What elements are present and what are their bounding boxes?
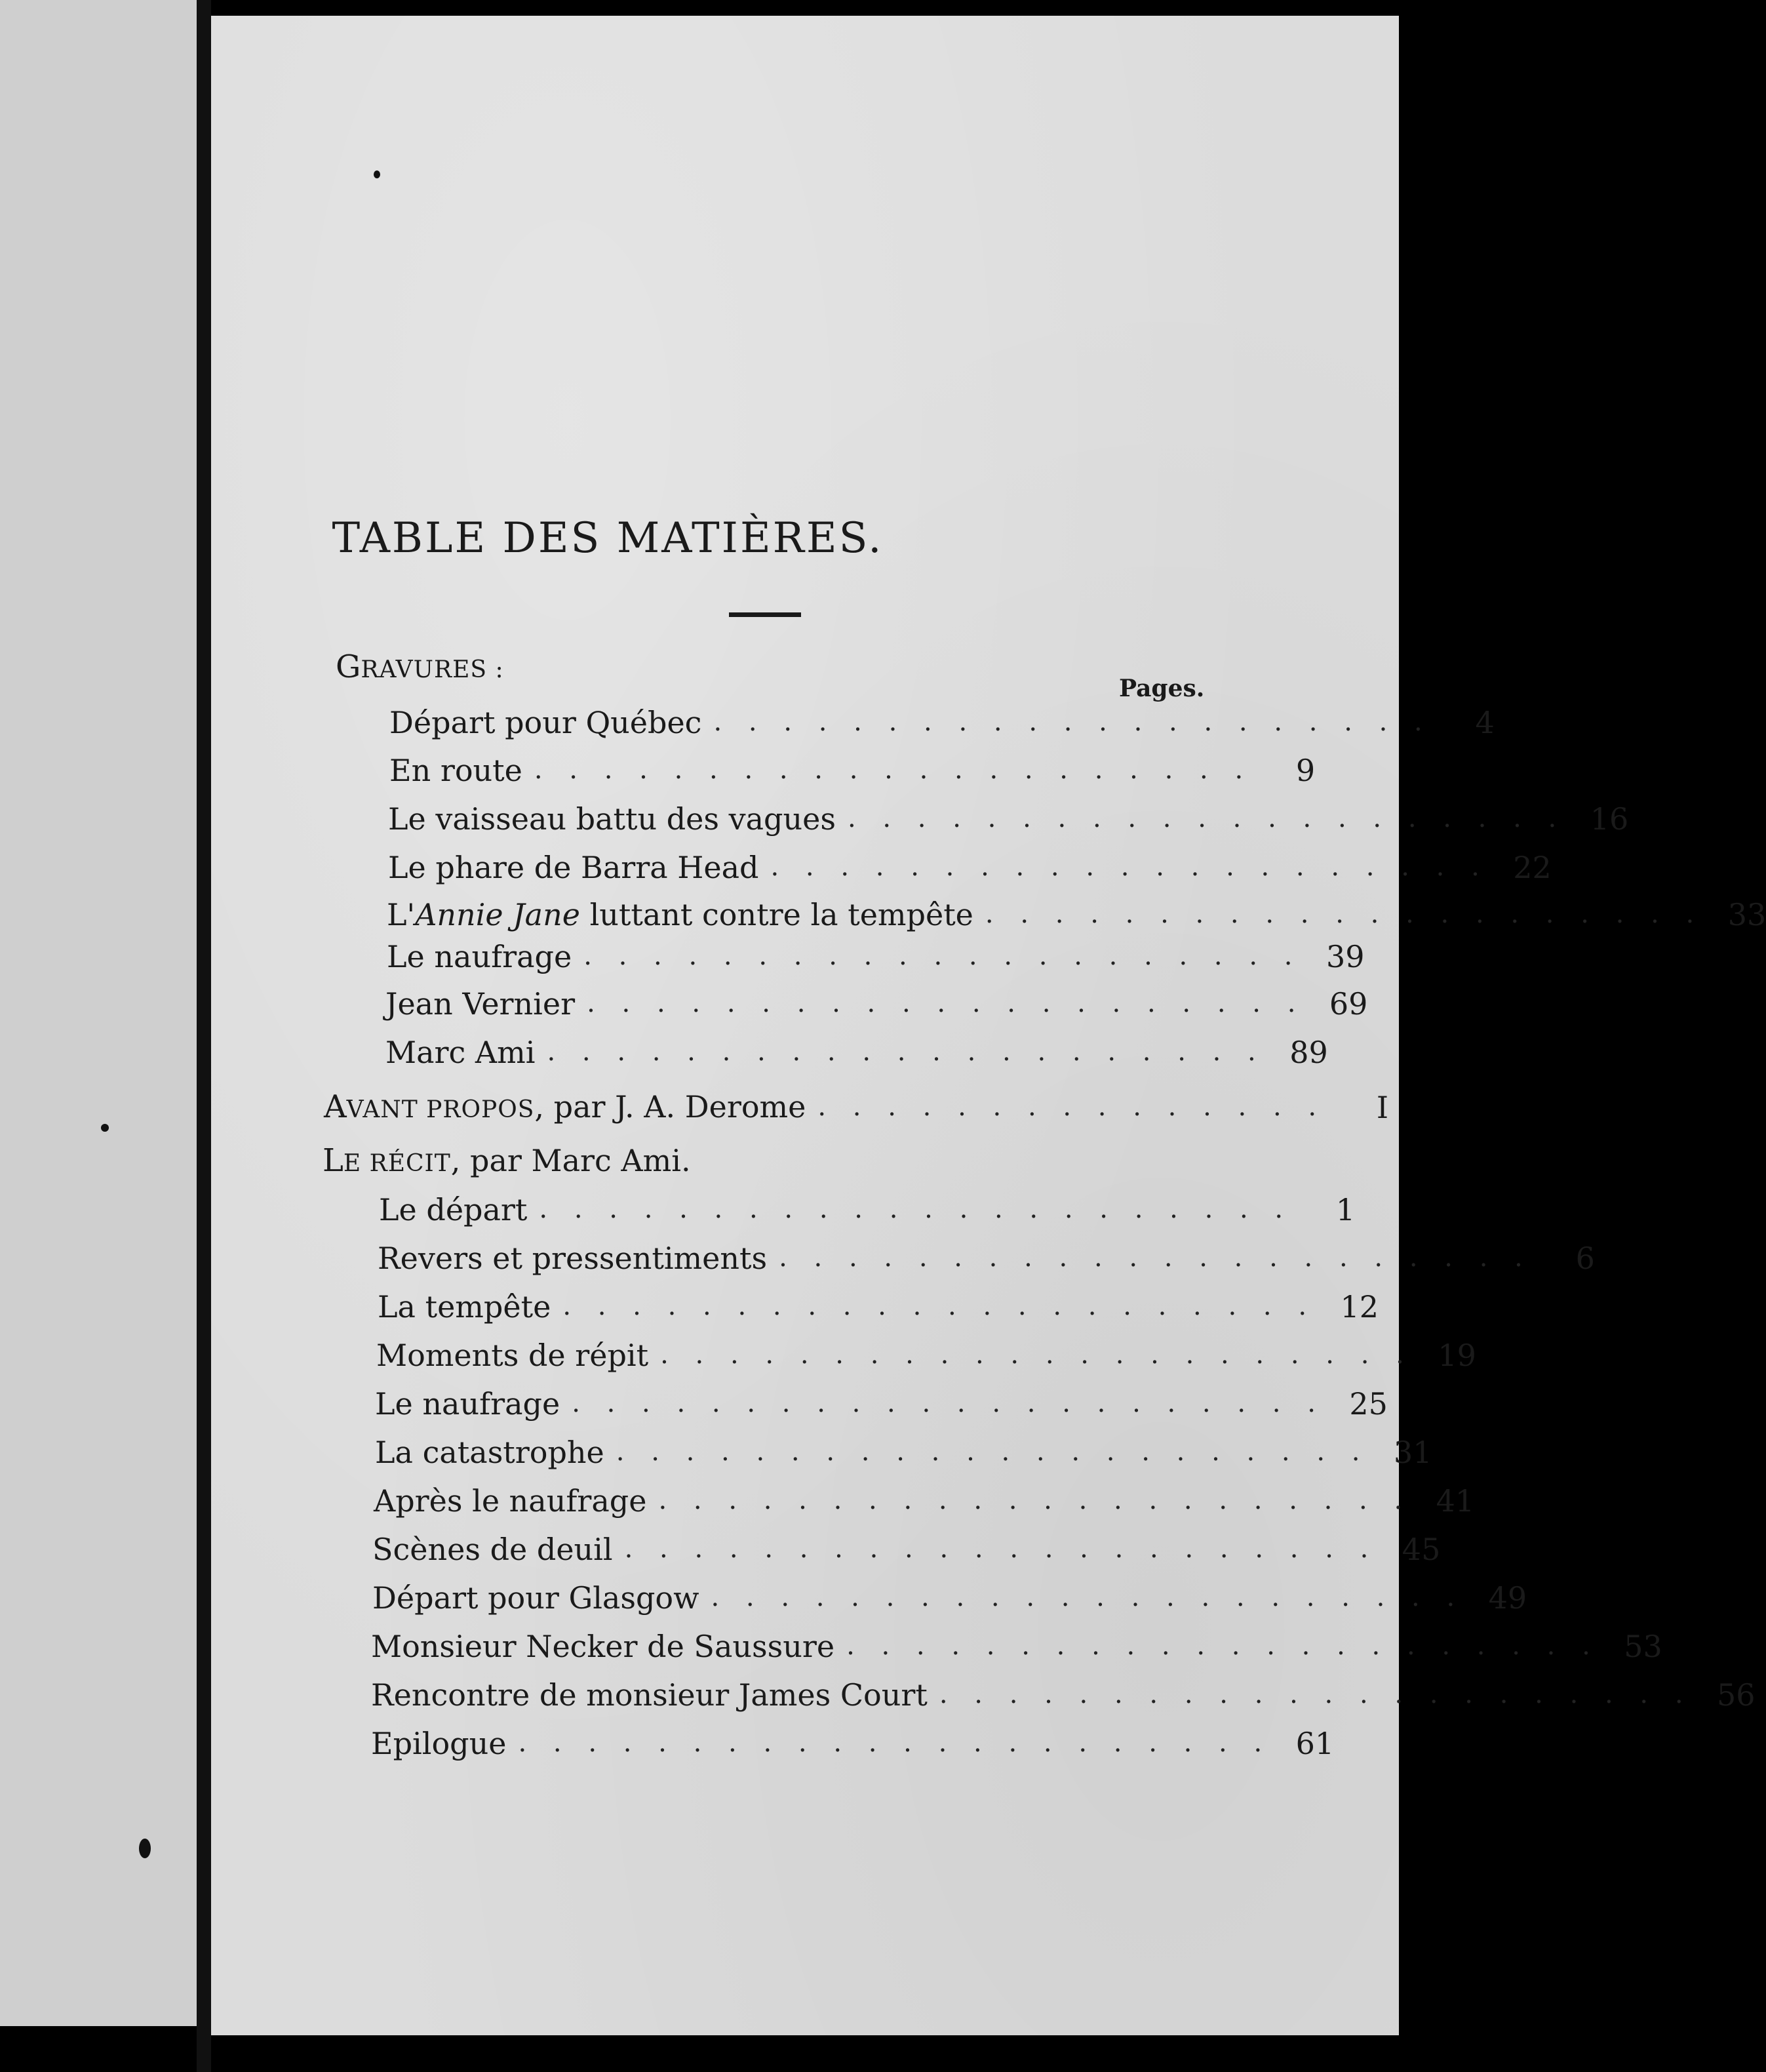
page-number: 49 <box>1488 1580 1527 1616</box>
contents-text <box>211 16 1766 2035</box>
page-title: TABLE DES MATIÈRES. <box>332 514 884 563</box>
toc-entry: Moments de répit . . . . . . . . . . . . . . . . . . . . . . 19 <box>376 1338 1476 1373</box>
page-number: 16 <box>1590 801 1629 837</box>
toc-entry: En route . . . . . . . . . . . . . . . . . . . . . 9 <box>389 753 1316 788</box>
leader-dots: . . . . . . . . . . . . . . . . . . . . . . <box>779 1243 1532 1273</box>
pages-column-header: Pages. <box>1119 675 1205 702</box>
page-number: 25 <box>1349 1386 1388 1422</box>
toc-entry: La tempête . . . . . . . . . . . . . . . . . . . . . . 12 <box>378 1289 1379 1325</box>
leader-dots: . . . . . . . . . . . . . . . . . . . . . <box>770 852 1489 882</box>
toc-entry: Jean Vernier . . . . . . . . . . . . . . . . . . . . . 69 <box>385 986 1368 1022</box>
page-number: 22 <box>1513 850 1552 885</box>
leader-dots: . . . . . . . . . . . . . . . . . . . . . <box>985 899 1704 929</box>
facing-page-edge <box>0 0 197 2026</box>
toc-entry: Revers et pressentiments . . . . . . . . . . . . . . . . . . . . . . 6 <box>378 1241 1595 1276</box>
toc-entry: Le phare de Barra Head . . . . . . . . . . . . . . . . . . . . . 22 <box>388 850 1552 885</box>
book-gutter <box>197 0 211 2072</box>
leader-dots: . . . . . . . . . . . . . . . . . . . . . . <box>660 1340 1413 1370</box>
section-gravures: GRAVURES : <box>336 648 504 685</box>
leader-dots: . . . . . . . . . . . . . . . . . . . . . . <box>846 1631 1599 1661</box>
page-number: 69 <box>1329 986 1368 1022</box>
paper-speck <box>139 1839 151 1858</box>
paper-speck <box>101 1124 109 1132</box>
leader-dots: . . . . . . . . . . . . . . . . . . . . . <box>547 1037 1265 1067</box>
leader-dots: . . . . . . . . . . . . . . . . . . . . . . <box>539 1194 1293 1224</box>
toc-entry: Marc Ami . . . . . . . . . . . . . . . . . . . . . 89 <box>385 1035 1328 1070</box>
toc-entry: La catastrophe . . . . . . . . . . . . . . . . . . . . . . 31 <box>375 1435 1432 1470</box>
toc-entry: L'Annie Jane luttant contre la tempête . . . . . . . . . . . . . . . . . . . . . 33 <box>387 897 1766 932</box>
toc-entry: Epilogue . . . . . . . . . . . . . . . . . . . . . . 61 <box>371 1726 1335 1761</box>
leader-dots: . . . . . . . . . . . . . . . . . . . . . <box>583 941 1302 971</box>
page-number: 6 <box>1575 1241 1595 1276</box>
leader-dots: . . . . . . . . . . . . . . . . . . . . . <box>534 755 1253 785</box>
leader-dots: . . . . . . . . . . . . . . . . . . . . . . <box>518 1728 1272 1758</box>
leader-dots: . . . . . . . . . . . . . . . . . . . . . . <box>624 1534 1378 1564</box>
toc-entry: Après le naufrage . . . . . . . . . . . . . . . . . . . . . . 41 <box>374 1483 1475 1519</box>
title-rule <box>729 612 801 617</box>
leader-dots: . . . . . . . . . . . . . . . . . . . . . . <box>572 1388 1325 1418</box>
page-number: 89 <box>1289 1035 1328 1070</box>
contents-page <box>211 16 1766 2035</box>
leader-dots: . . . . . . . . . . . . . . . . . . . . . . <box>616 1437 1369 1467</box>
page-number: 53 <box>1624 1629 1662 1664</box>
page-number: 31 <box>1393 1435 1432 1470</box>
leader-dots: . . . . . . . . . . . . . . . . . . . . . <box>713 707 1432 737</box>
leader-dots: . . . . . . . . . . . . . . . . . . . . . . <box>562 1291 1316 1321</box>
leader-dots: . . . . . . . . . . . . . . . . . . . . . . <box>711 1582 1464 1612</box>
page-number: 4 <box>1475 705 1495 740</box>
toc-entry: Le départ . . . . . . . . . . . . . . . . . . . . . . 1 <box>379 1192 1356 1227</box>
toc-entry: Départ pour Glasgow . . . . . . . . . . . . . . . . . . . . . . 49 <box>372 1580 1527 1616</box>
page-number: I <box>1376 1090 1389 1125</box>
leader-dots: . . . . . . . . . . . . . . . <box>817 1092 1326 1122</box>
toc-entry: Scènes de deuil . . . . . . . . . . . . . . . . . . . . . . 45 <box>372 1532 1441 1567</box>
toc-entry: Rencontre de monsieur James Court . . . . . . . . . . . . . . . . . . . . . . 56 <box>371 1677 1756 1713</box>
page-number: 45 <box>1402 1532 1441 1567</box>
page-number: 19 <box>1438 1338 1476 1373</box>
toc-entry: Le naufrage . . . . . . . . . . . . . . . . . . . . . 39 <box>387 939 1365 974</box>
toc-entry: Départ pour Québec . . . . . . . . . . . . . . . . . . . . . 4 <box>389 705 1495 740</box>
page-number: 39 <box>1325 939 1365 974</box>
toc-entry-avant-propos: AVANT PROPOS, par J. A. Derome . . . . . . . . . . . . . . . I <box>324 1088 1389 1125</box>
leader-dots: . . . . . . . . . . . . . . . . . . . . . <box>587 988 1305 1018</box>
page-number: 33 <box>1727 897 1766 932</box>
page-number: 9 <box>1295 753 1316 788</box>
leader-dots: . . . . . . . . . . . . . . . . . . . . . <box>847 803 1566 833</box>
page-number: 12 <box>1340 1289 1379 1325</box>
page-number: 61 <box>1295 1726 1335 1761</box>
leader-dots: . . . . . . . . . . . . . . . . . . . . . . <box>939 1679 1693 1709</box>
page-number: 56 <box>1717 1677 1756 1713</box>
toc-entry: Le naufrage . . . . . . . . . . . . . . . . . . . . . . 25 <box>375 1386 1388 1422</box>
page-number: 1 <box>1335 1192 1356 1227</box>
section-recit: LE RÉCIT, par Marc Ami. <box>323 1142 691 1179</box>
scan-border <box>1399 0 1440 2072</box>
page-number: 41 <box>1436 1483 1475 1519</box>
leader-dots: . . . . . . . . . . . . . . . . . . . . . . <box>658 1485 1412 1515</box>
toc-entry: Le vaisseau battu des vagues . . . . . . . . . . . . . . . . . . . . . 16 <box>388 801 1629 837</box>
toc-entry: Monsieur Necker de Saussure . . . . . . . . . . . . . . . . . . . . . . 53 <box>371 1629 1662 1664</box>
